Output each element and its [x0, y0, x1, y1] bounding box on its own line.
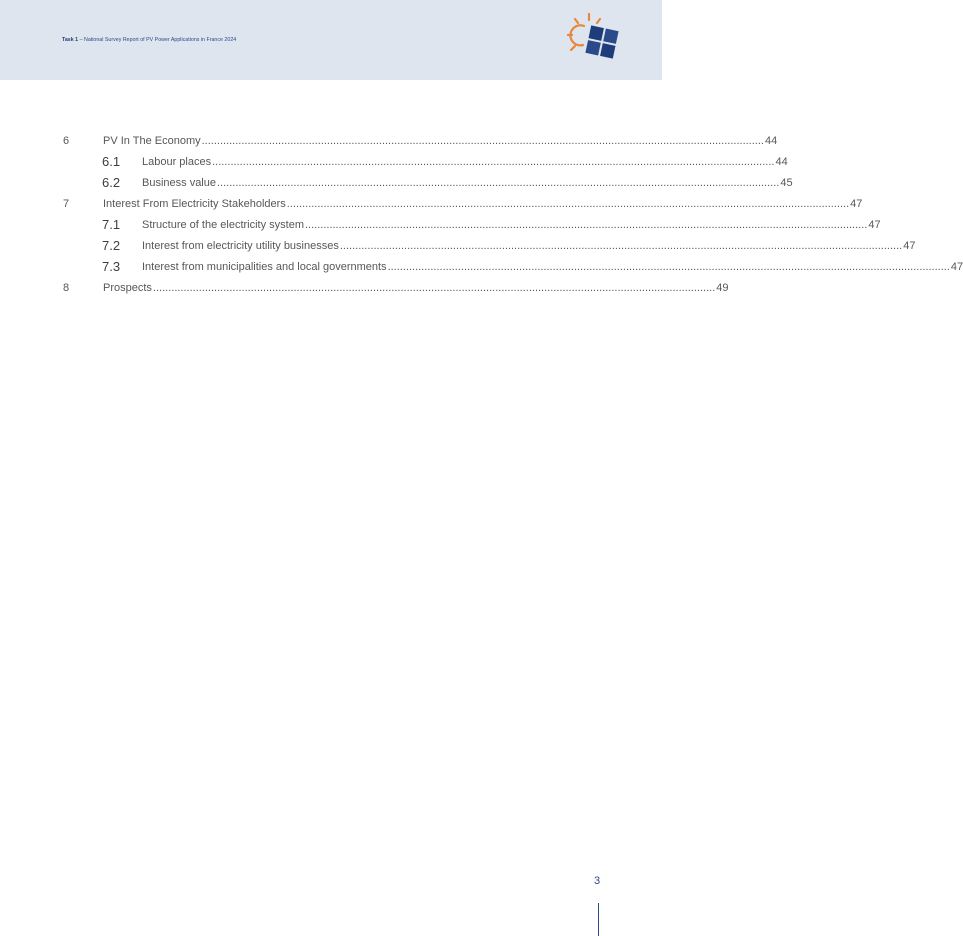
header-subtitle: – National Survey Report of PV Power Applications in France 2024 [78, 37, 237, 43]
solar-panel-logo-icon [562, 12, 624, 68]
toc-entry-title: PV In The Economy [103, 135, 201, 147]
toc-entry[interactable]: 6.2 Business value ........................................................................................................................................................................................ 45 [102, 175, 793, 190]
toc-entry-title: Prospects [103, 282, 152, 294]
toc-entry[interactable]: 7.1 Structure of the electricity system ........................................................................................................................................................................................ 47 [102, 217, 881, 232]
toc-entry-number: 8 [63, 282, 70, 294]
toc-entry-page: 44 [764, 135, 778, 147]
toc-entry-title: Labour places [142, 156, 212, 168]
toc-entry[interactable]: 8 Prospects ........................................................................................................................................................................................ 49 [63, 282, 729, 294]
toc-entry-title: Structure of the electricity system [142, 219, 304, 231]
toc-entry-title: Business value [142, 177, 216, 189]
toc-entry-page: 44 [775, 156, 788, 168]
table-of-contents [63, 133, 963, 301]
header-task-label: Task 1 [62, 37, 79, 43]
toc-entry-title: Interest From Electricity Stakeholders [103, 198, 286, 210]
page-number-rule [598, 903, 599, 936]
toc-entry-page: 49 [716, 282, 729, 294]
toc-entry[interactable]: 6 PV In The Economy ........................................................................................................................................................................................ 44 [63, 135, 778, 147]
toc-entry-title: Interest from electricity utility businesses [142, 240, 339, 252]
page-number: 3 [594, 875, 601, 887]
toc-entry[interactable]: 7.2 Interest from electricity utility businesses ........................................................................................................................................................................................ 47 [102, 238, 916, 253]
toc-entry-page: 47 [950, 261, 963, 273]
toc-entry-number: 7.3 [102, 259, 121, 274]
toc-entry-number: 6 [63, 135, 70, 147]
toc-entry-page: 47 [903, 240, 916, 252]
toc-entry-number: 6.1 [102, 154, 121, 169]
toc-entry-page: 47 [868, 219, 881, 231]
page-header [0, 0, 662, 80]
toc-entry-page: 45 [780, 177, 793, 189]
header-title [62, 37, 236, 43]
toc-entry[interactable]: 7.3 Interest from municipalities and local governments ........................................................................................................................................................................................ 47 [102, 259, 963, 274]
toc-entry-number: 7.1 [102, 217, 121, 232]
toc-entry-title: Interest from municipalities and local governments [142, 261, 387, 273]
toc-entry-page: 47 [850, 198, 863, 210]
toc-entry-number: 7.2 [102, 238, 121, 253]
toc-entry[interactable]: 6.1 Labour places ........................................................................................................................................................................................ 44 [102, 154, 788, 169]
toc-entry-number: 7 [63, 198, 70, 210]
toc-entry-number: 6.2 [102, 175, 121, 190]
toc-entry[interactable]: 7 Interest From Electricity Stakeholders ........................................................................................................................................................................................ 47 [63, 198, 863, 210]
